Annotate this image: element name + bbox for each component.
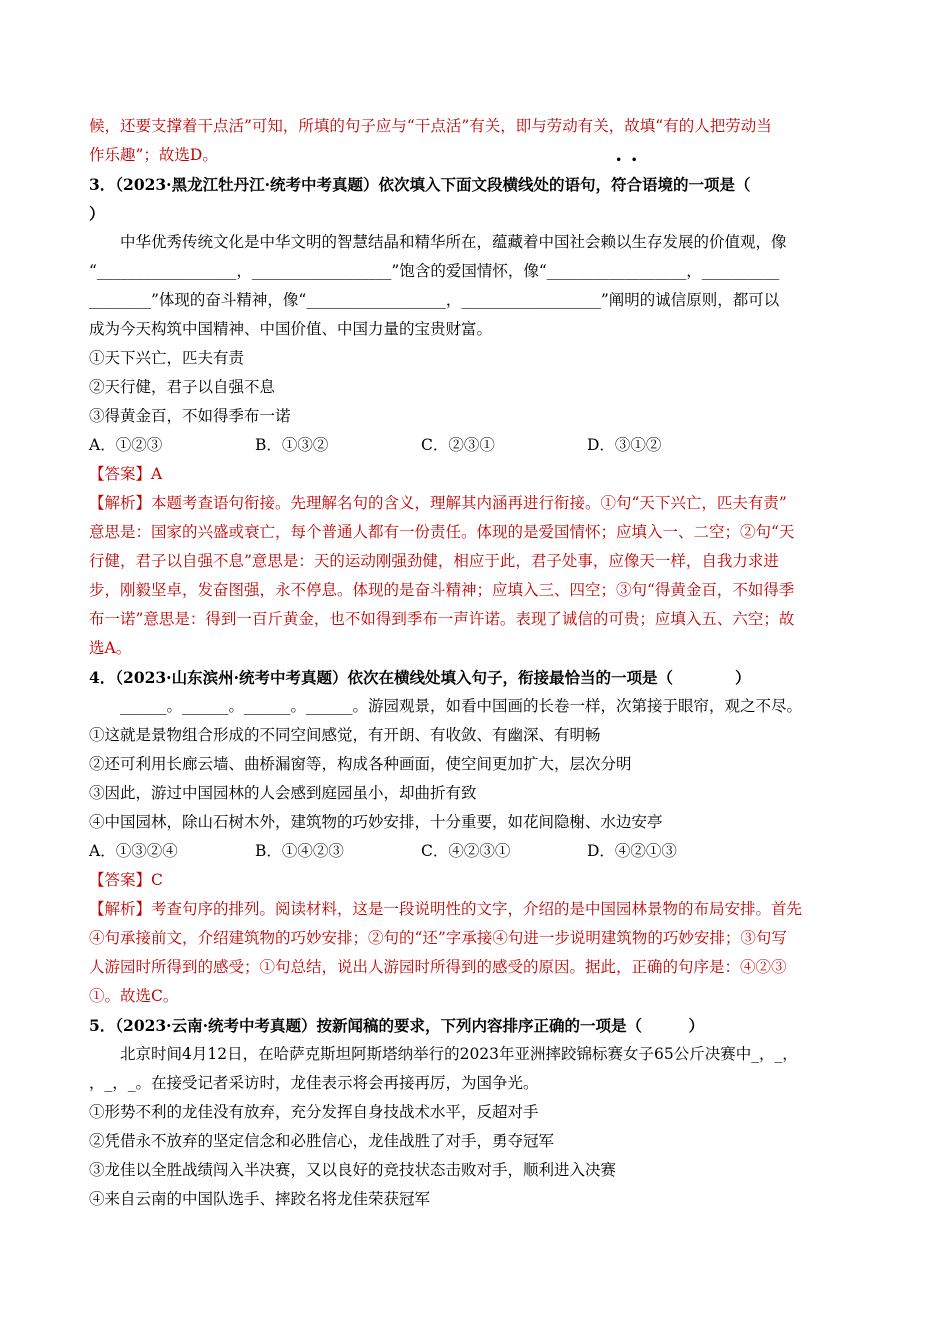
q3-item-2: ②天行健，君子以自强不息 xyxy=(89,378,276,396)
q4-analysis-line-2: ④句承接前文，介绍建筑物的巧妙安排；②句的“还”字承接④句进一步说明建筑物的巧妙安排；③句写 xyxy=(89,929,787,947)
q5-passage-line-2: ，_，_。在接受记者采访时，龙佳表示将会再接再厉，为国争光。 xyxy=(89,1074,539,1092)
q5-item-3: ③龙佳以全胜战绩闯入半决赛，又以良好的竞技状态击败对手，顺利进入决赛 xyxy=(89,1161,617,1179)
q3-item-3: ③得黄金百，不如得季布一诺 xyxy=(89,407,291,425)
q3-heading-close: ） xyxy=(89,204,105,223)
q3-passage-line-4: 成为今天构筑中国精神、中国价值、中国力量的宝贵财富。 xyxy=(89,320,493,338)
q4-option-b: B．①④②③ xyxy=(255,842,344,860)
q4-options xyxy=(89,837,861,866)
q5-item-4: ④来自云南的中国队选手、摔跤名将龙佳荣获冠军 xyxy=(89,1190,431,1208)
q3-analysis-line-6: 选A。 xyxy=(89,639,132,657)
q3-analysis-line-4: 步，刚毅坚卓，发奋图强，永不停息。体现的是奋斗精神；应填入三、四空；③句“得黄金百，不如得季 xyxy=(89,581,795,599)
prev-analysis-line-2: 作乐趣”；故选D。 xyxy=(89,146,218,164)
q4-option-a: A．①③②④ xyxy=(89,842,178,860)
q3-emphasis-1: 符 xyxy=(610,175,627,194)
prev-analysis-line-1: 候，还要支撑着干点活”可知，所填的句子应与“干点活”有关，即与劳动有关，故填“有的人把劳动当 xyxy=(89,117,772,135)
q4-item-4: ④中国园林，除山石树木外，建筑物的巧妙安排，十分重要，如花间隐榭、水边安亭 xyxy=(89,813,663,831)
q5-item-1: ①形势不利的龙佳没有放弃，充分发挥自身技战术水平，反超对手 xyxy=(89,1103,539,1121)
q4-answer: 【答案】C xyxy=(89,871,163,889)
q4-option-d: D．④②①③ xyxy=(587,842,677,860)
q3-option-d: D．③①② xyxy=(587,436,662,454)
q4-analysis-line-1: 【解析】考查句序的排列。阅读材料，这是一段说明性的文字，介绍的是中国园林景物的布局安排。首先 xyxy=(89,900,803,918)
q3-option-b: B．①③② xyxy=(255,436,329,454)
q3-passage-line-1: 中华优秀传统文化是中华文明的智慧结晶和精华所在，蕴藏着中国社会赖以生存发展的价值观，像 xyxy=(120,233,787,251)
q3-heading-b: 语境的一项是（ xyxy=(642,175,751,194)
q4-item-2: ②还可利用长廊云墙、曲桥漏窗等，构成各种画面，使空间更加扩大，层次分明 xyxy=(89,755,632,773)
q4-heading: 4．（2023·山东滨州·统考中考真题）依次在横线处填入句子，衔接最恰当的一项是（ ） xyxy=(89,668,751,687)
q4-item-3: ③因此，游过中国园林的人会感到庭园虽小，却曲折有致 xyxy=(89,784,477,802)
q3-analysis-line-3: 行健，君子以自强不息”意思是：天的运动刚强劲健，相应于此，君子处事，应像天一样，自我力求进 xyxy=(89,552,779,570)
q3-passage-line-3: ________”体现的奋斗精神，像“__________________，__________________”阐明的诚信原则，都可以 xyxy=(89,291,780,309)
q3-heading xyxy=(89,170,861,199)
q5-item-2: ②凭借永不放弃的坚定信念和必胜信心，龙佳战胜了对手，勇夺冠军 xyxy=(89,1132,555,1150)
q5-passage-line-1: 北京时间4月12日，在哈萨克斯坦阿斯塔纳举行的2023年亚洲摔跤锦标赛女子65公斤决赛中_，_， xyxy=(120,1045,798,1063)
q4-item-1: ①这就是景物组合形成的不同空间感觉，有开朗、有收敛、有幽深、有明畅 xyxy=(89,726,601,744)
q3-options xyxy=(89,431,861,460)
q4-analysis-line-3: 人游园时所得到的感受；①句总结，说出人游园时所得到的感受的原因。据此，正确的句序是：④②③ xyxy=(89,958,787,976)
q3-passage-line-2: “__________________，__________________”饱含的爱国情怀，像“__________________，__________ xyxy=(89,262,780,280)
q3-analysis-line-2: 意思是：国家的兴盛或衰亡，每个普通人都有一份责任。体现的是爱国情怀；应填入一、二空；②句“天 xyxy=(89,523,795,541)
document-page xyxy=(89,112,861,1214)
q4-analysis-line-4: ①。故选C。 xyxy=(89,987,179,1005)
q3-analysis-line-5: 布一诺”意思是：得到一百斤黄金，也不如得到季布一声许诺。表现了诚信的可贵；应填入五、六空；故 xyxy=(89,610,795,628)
q4-option-c: C．④②③① xyxy=(421,842,511,860)
q3-answer: 【答案】A xyxy=(89,465,163,483)
q3-analysis-line-1: 【解析】本题考查语句衔接。先理解名句的含义，理解其内涵再进行衔接。①句“天下兴亡，匹夫有责” xyxy=(89,494,787,512)
q3-emphasis-2: 合 xyxy=(626,175,643,194)
q4-passage-line-1: ______。______。______。______。游园观景，如看中国画的长卷一样，次第接于眼帘，观之不尽。 xyxy=(120,697,803,715)
q3-heading-a: 3．（2023·黑龙江牡丹江·统考中考真题）依次填入下面文段横线处的语句， xyxy=(89,175,611,194)
q3-option-c: C．②③① xyxy=(421,436,495,454)
q3-item-1: ①天下兴亡，匹夫有责 xyxy=(89,349,245,367)
q5-heading: 5．（2023·云南·统考中考真题）按新闻稿的要求，下列内容排序正确的一项是（ ） xyxy=(89,1016,704,1035)
q3-option-a: A．①②③ xyxy=(89,436,163,454)
